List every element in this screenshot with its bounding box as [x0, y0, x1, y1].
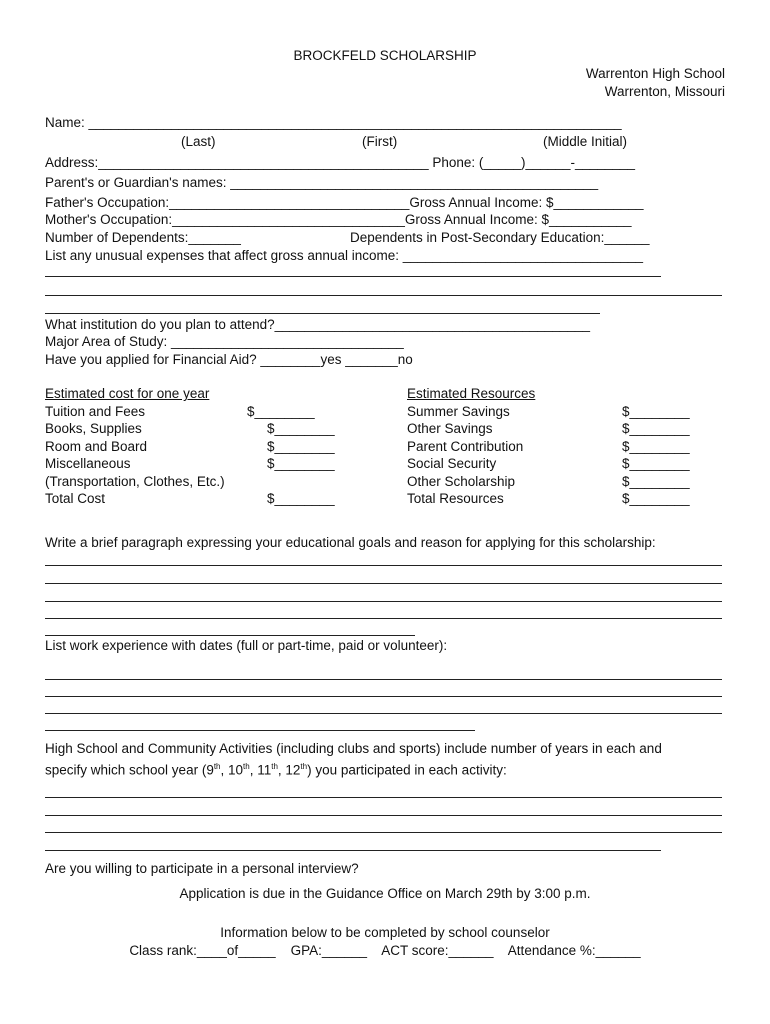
resource-item-label: Other Savings	[407, 421, 493, 436]
essay-line[interactable]	[45, 635, 415, 636]
parents-names-field[interactable]: Parent's or Guardian's names: _________________________________________________	[45, 175, 599, 190]
form-title: BROCKFELD SCHOLARSHIP	[293, 48, 477, 63]
ordinal-suffix: th	[213, 762, 221, 771]
cost-item-blank[interactable]: $________	[247, 404, 315, 419]
cost-heading: Estimated cost for one year	[45, 386, 210, 401]
activities-line[interactable]	[45, 832, 722, 833]
work-line[interactable]	[45, 696, 722, 697]
cost-item-label: Miscellaneous	[45, 456, 131, 471]
unusual-expenses-field[interactable]: List any unusual expenses that affect gross annual income: ________________________________	[45, 248, 643, 263]
resource-item-label: Total Resources	[407, 491, 504, 506]
resource-item-label: Summer Savings	[407, 404, 510, 419]
resource-item-label: Other Scholarship	[407, 474, 516, 489]
cost-item-blank[interactable]: $________	[267, 439, 335, 454]
resource-item-blank[interactable]: $________	[622, 421, 690, 436]
name-first-caption: (First)	[362, 134, 398, 149]
dependents-post-secondary-field[interactable]: Dependents in Post-Secondary Education:______	[350, 230, 650, 245]
cost-item-label: Total Cost	[45, 491, 106, 506]
due-date-notice: Application is due in the Guidance Office on March 29th by 3:00 p.m.	[179, 886, 591, 901]
activities-line[interactable]	[45, 815, 722, 816]
work-line[interactable]	[45, 713, 722, 714]
work-line[interactable]	[45, 730, 475, 731]
name-last-caption: (Last)	[181, 134, 216, 149]
counselor-heading: Information below to be completed by school counselor	[220, 925, 550, 940]
cost-item-blank[interactable]: $________	[267, 491, 335, 506]
counselor-fields[interactable]: Class rank:____of_____ GPA:______ ACT score:______ Attendance %:______	[129, 943, 641, 958]
activities-text: ) you participated in each activity:	[307, 762, 507, 778]
school-name: Warrenton High School	[585, 66, 725, 81]
activities-line[interactable]	[45, 797, 722, 798]
cost-item-label: Room and Board	[45, 439, 148, 454]
activities-text: , 11	[249, 762, 272, 778]
resource-item-label: Social Security	[407, 456, 497, 471]
activities-line[interactable]	[45, 850, 661, 851]
cost-item-blank[interactable]: $________	[267, 456, 335, 471]
school-location: Warrenton, Missouri	[604, 84, 725, 99]
interview-question: Are you willing to participate in a personal interview?	[45, 861, 359, 876]
activities-text: , 12	[277, 762, 301, 778]
father-occupation-field[interactable]: Father's Occupation:________________________________Gross Annual Income: $____________	[45, 195, 644, 210]
address-phone-field[interactable]: Address:____________________________________________ Phone: (_____)______-________	[45, 155, 636, 170]
ordinal-suffix: th	[243, 762, 250, 771]
name-middle-caption: (Middle Initial)	[543, 134, 628, 149]
essay-line[interactable]	[45, 601, 722, 602]
cost-item-label: Books, Supplies	[45, 421, 142, 436]
resource-item-blank[interactable]: $________	[622, 404, 690, 419]
dependents-field[interactable]: Number of Dependents:_______	[45, 230, 241, 245]
activities-prompt: High School and Community Activities (including clubs and sports) include number of years in each and	[45, 741, 662, 756]
financial-aid-field[interactable]: Have you applied for Financial Aid? ________yes _______no	[45, 352, 413, 367]
major-field[interactable]: Major Area of Study: _______________________________	[45, 334, 404, 349]
name-field[interactable]: Name: _______________________________________________________________________	[45, 115, 622, 130]
cost-item-blank[interactable]: $________	[267, 421, 335, 436]
essay-line[interactable]	[45, 565, 722, 566]
ordinal-suffix: th	[271, 762, 278, 771]
cost-item-label: Tuition and Fees	[45, 404, 146, 419]
resource-item-blank[interactable]: $________	[622, 474, 690, 489]
essay-prompt: Write a brief paragraph expressing your educational goals and reason for applying for this scholarship:	[45, 535, 656, 550]
resource-item-blank[interactable]: $________	[622, 456, 690, 471]
resource-item-label: Parent Contribution	[407, 439, 524, 454]
ordinal-suffix: th	[300, 762, 308, 771]
activities-prompt-line2	[45, 759, 507, 779]
expenses-line[interactable]	[45, 313, 600, 314]
work-line[interactable]	[45, 679, 722, 680]
mother-occupation-field[interactable]: Mother's Occupation:_______________________________Gross Annual Income: $___________	[45, 212, 632, 227]
activities-text: , 10	[220, 762, 244, 778]
essay-line[interactable]	[45, 583, 722, 584]
resource-item-blank[interactable]: $________	[622, 439, 690, 454]
cost-item-label: (Transportation, Clothes, Etc.)	[45, 474, 225, 489]
resource-item-blank[interactable]: $________	[622, 491, 690, 506]
activities-text: specify which school year (9	[45, 762, 214, 778]
essay-line[interactable]	[45, 618, 722, 619]
expenses-line[interactable]	[45, 295, 722, 296]
expenses-line[interactable]	[45, 276, 661, 277]
work-prompt: List work experience with dates (full or part-time, paid or volunteer):	[45, 638, 448, 653]
resources-heading: Estimated Resources	[407, 386, 536, 401]
institution-field[interactable]: What institution do you plan to attend?__________________________________________	[45, 317, 590, 332]
